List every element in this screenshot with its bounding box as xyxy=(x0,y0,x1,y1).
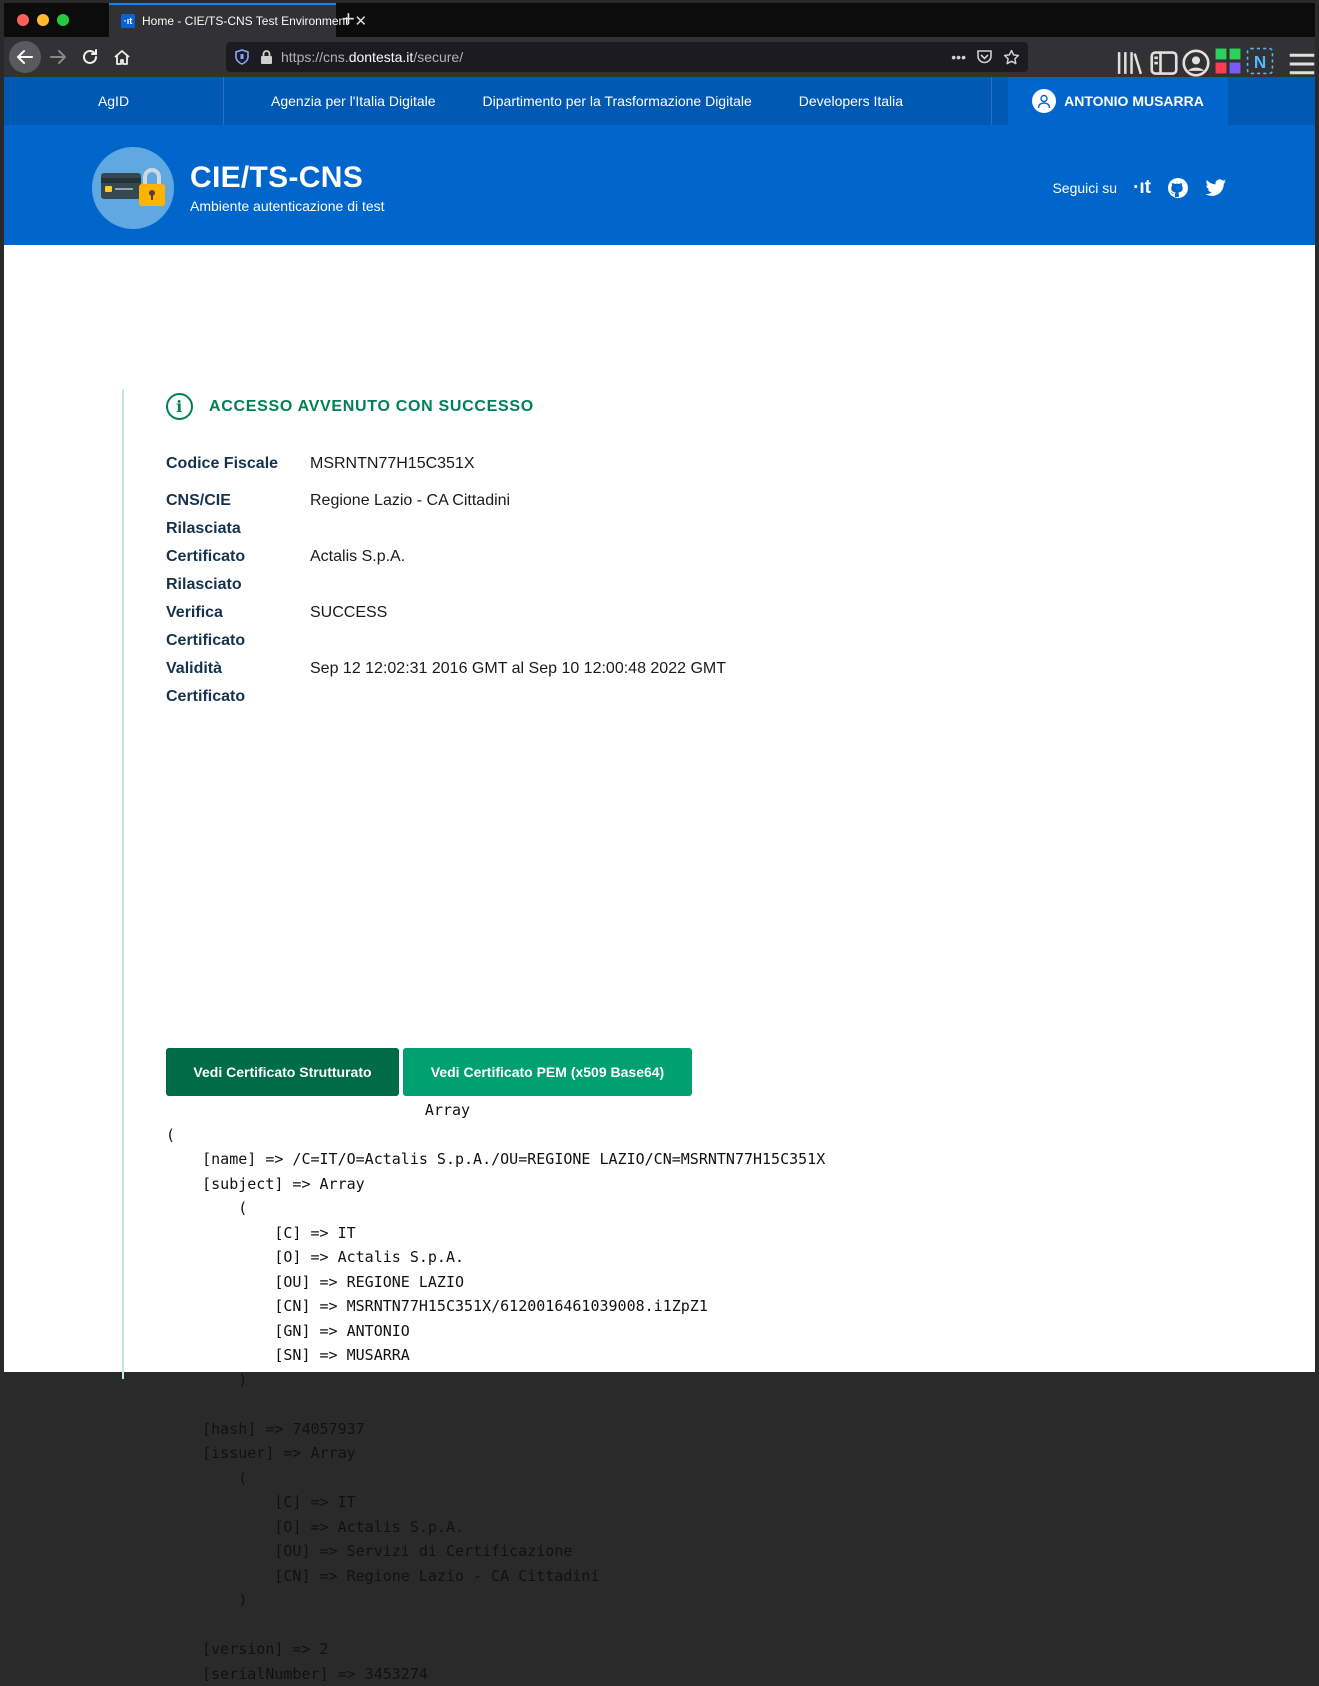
arrow-left-icon xyxy=(16,48,34,66)
designers-italia-icon[interactable]: ·ıt xyxy=(1133,177,1151,199)
center-header xyxy=(4,125,1315,245)
library-icon[interactable] xyxy=(1116,49,1144,77)
forward-button[interactable] xyxy=(44,43,72,71)
certificate-dump-line: [issuer] => Array xyxy=(166,1441,729,1466)
page-actions-icon[interactable]: ••• xyxy=(951,49,966,65)
certificate-dump-line: ) xyxy=(166,1588,729,1613)
field-label: CNS/CIE Rilasciata xyxy=(166,487,296,543)
field-label: Certificato Rilasciato xyxy=(166,543,296,599)
certificate-dump-line: ( xyxy=(166,1123,729,1148)
zoom-window-button[interactable] xyxy=(57,14,69,26)
new-tab-button[interactable]: + xyxy=(342,6,355,32)
brand-subtitle: Ambiente autenticazione di test xyxy=(190,198,385,214)
user-menu-button[interactable] xyxy=(1008,77,1228,125)
certificate-dump-line: [CN] => MSRNTN77H15C351X/6120016461039008.i1ZpZ1 xyxy=(166,1294,729,1319)
close-tab-icon[interactable]: ✕ xyxy=(355,12,368,30)
certificate-dump-line: [O] => Actalis S.p.A. xyxy=(166,1515,729,1540)
view-pem-certificate-button[interactable]: Vedi Certificato PEM (x509 Base64) xyxy=(403,1048,692,1096)
social-links xyxy=(1052,177,1227,199)
home-button[interactable] xyxy=(108,43,136,71)
field-value: Actalis S.p.A. xyxy=(310,543,730,571)
certificate-dump-line xyxy=(166,1392,729,1417)
certificate-dump-line: Array xyxy=(166,1098,729,1123)
certificate-dump-line: ( xyxy=(166,1466,729,1491)
slim-header xyxy=(4,77,1315,125)
browser-toolbar xyxy=(4,37,1315,77)
field-value: Sep 12 12:02:31 2016 GMT al Sep 10 12:00:48 2022 GMT xyxy=(310,655,730,683)
success-heading-text: ACCESSO AVVENUTO CON SUCCESSO xyxy=(209,398,534,416)
github-icon[interactable] xyxy=(1167,177,1189,199)
link-developers-italia[interactable]: Developers Italia xyxy=(799,93,903,109)
web-page xyxy=(4,77,1315,1372)
tab-title: Home - CIE/TS-CNS Test Environment xyxy=(142,14,349,28)
link-agenzia-italia-digitale[interactable]: Agenzia per l'Italia Digitale xyxy=(271,93,436,109)
follow-label: Seguici su xyxy=(1052,180,1117,196)
minimize-window-button[interactable] xyxy=(37,14,49,26)
it-favicon-icon: ·ıt xyxy=(121,14,135,28)
certificate-dump-line: [version] => 2 xyxy=(166,1637,729,1662)
certificate-dump-line: ( xyxy=(166,1196,729,1221)
field-label: Codice Fiscale xyxy=(166,450,296,478)
certificate-dump-line: [C] => IT xyxy=(166,1221,729,1246)
arrow-right-icon xyxy=(49,48,67,66)
certificate-dump-line: [serialNumber] => 3453274 xyxy=(166,1662,729,1686)
certificate-dump-line xyxy=(166,1613,729,1638)
browser-titlebar xyxy=(4,3,1315,37)
field-value: SUCCESS xyxy=(310,599,730,627)
account-icon[interactable] xyxy=(1182,49,1210,77)
svg-text:N: N xyxy=(1254,53,1266,72)
sidebar-icon[interactable] xyxy=(1150,49,1178,77)
field-label: Validità Certificato xyxy=(166,655,296,711)
browser-tab[interactable] xyxy=(109,3,336,37)
twitter-icon[interactable] xyxy=(1205,179,1227,197)
extension-grid-icon[interactable] xyxy=(1214,47,1242,75)
certificate-dump-line: ) xyxy=(166,1368,729,1393)
certificate-dump-line: [subject] => Array xyxy=(166,1172,729,1197)
link-dipartimento-trasformazione-digitale[interactable]: Dipartimento per la Trasformazione Digitale xyxy=(483,93,752,109)
info-icon: i xyxy=(166,393,193,420)
field-label: Verifica Certificato xyxy=(166,599,296,655)
tracking-shield-icon xyxy=(234,49,250,65)
certificate-dump-line: [OU] => Servizi di Certificazione xyxy=(166,1539,729,1564)
certificate-dump xyxy=(166,1098,729,1398)
result-panel xyxy=(122,389,822,1379)
user-avatar-icon xyxy=(1032,89,1056,113)
back-button[interactable] xyxy=(9,41,41,73)
reload-icon xyxy=(81,48,99,66)
url-bar[interactable] xyxy=(226,42,1028,72)
field-value: MSRNTN77H15C351X xyxy=(310,450,730,478)
certificate-dump-line: [hash] => 74057937 xyxy=(166,1417,729,1442)
reload-button[interactable] xyxy=(76,43,104,71)
url-text[interactable]: https://cns.dontesta.it/secure/ xyxy=(281,49,463,65)
home-icon xyxy=(113,48,131,66)
certificate-dump-line: [O] => Actalis S.p.A. xyxy=(166,1245,729,1270)
brand-title[interactable]: CIE/TS-CNS xyxy=(190,161,363,195)
certificate-dump-line: [CN] => Regione Lazio - CA Cittadini xyxy=(166,1564,729,1589)
certificate-dump-line: [OU] => REGIONE LAZIO xyxy=(166,1270,729,1295)
certificate-dump-line: [C] => IT xyxy=(166,1490,729,1515)
agid-link[interactable]: AgID xyxy=(4,77,224,125)
menu-icon[interactable] xyxy=(1288,50,1316,78)
cns-card-lock-logo-icon[interactable] xyxy=(92,147,174,229)
extension-n-icon[interactable] xyxy=(1246,47,1274,75)
certificate-dump-line: [name] => /C=IT/O=Actalis S.p.A./OU=REGIONE LAZIO/CN=MSRNTN77H15C351X xyxy=(166,1147,729,1172)
certificate-dump-line: [SN] => MUSARRA xyxy=(166,1343,729,1368)
close-window-button[interactable] xyxy=(17,14,29,26)
certificate-dump-line: [GN] => ANTONIO xyxy=(166,1319,729,1344)
pocket-icon[interactable] xyxy=(976,49,993,65)
field-value: Regione Lazio - CA Cittadini xyxy=(310,487,730,515)
view-structured-certificate-button[interactable]: Vedi Certificato Strutturato xyxy=(166,1048,399,1096)
lock-icon xyxy=(260,50,273,65)
slim-divider xyxy=(991,77,992,125)
bookmark-star-icon[interactable] xyxy=(1003,49,1020,66)
user-name: ANTONIO MUSARRA xyxy=(1064,93,1204,109)
success-heading xyxy=(166,393,534,420)
